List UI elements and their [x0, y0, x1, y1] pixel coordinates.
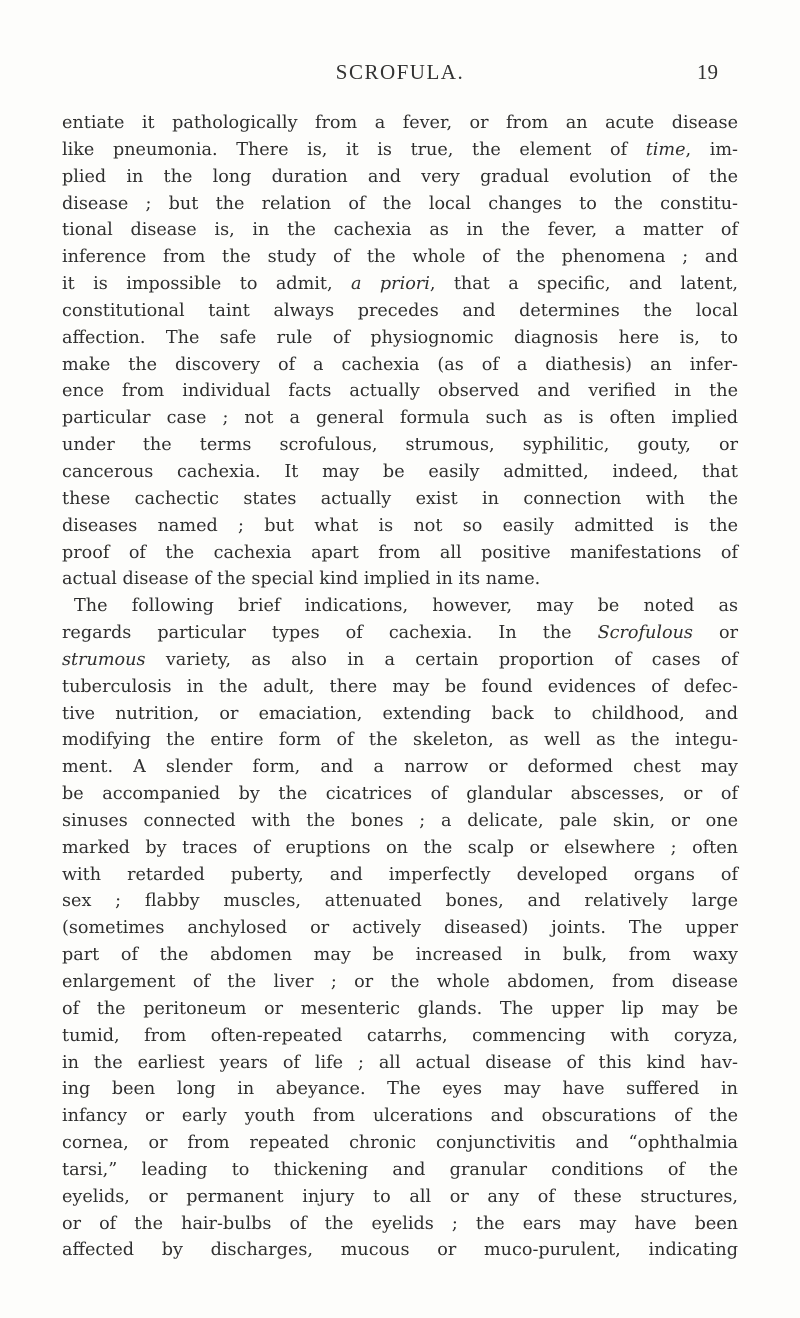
text-run: with retarded puberty, and imperfectly developed organs of: [62, 864, 738, 885]
body-text: [62, 110, 738, 1264]
text-line: [62, 566, 738, 593]
text-run: make the discovery of a cachexia (as of a diathesis) an infer-: [62, 354, 738, 375]
text-line: [62, 1023, 738, 1050]
text-run: cornea, or from repeated chronic conjunctivitis and “ophthalmia: [62, 1133, 738, 1154]
text-run: modifying the entire form of the skeleton, as well as the integu-: [62, 730, 738, 751]
text-line: [62, 1184, 738, 1211]
text-run: or: [692, 623, 738, 644]
text-run: it is impossible to admit,: [62, 274, 351, 295]
text-run: tional disease is, in the cachexia as in the fever, a matter of: [62, 220, 738, 241]
text-line: [62, 1103, 738, 1130]
text-run: proof of the cachexia apart from all positive manifestations of: [62, 542, 738, 563]
text-line: [62, 835, 738, 862]
text-line: [62, 1237, 738, 1264]
text-line: [62, 325, 738, 352]
text-line: [62, 781, 738, 808]
text-line: [62, 298, 738, 325]
text-line: [62, 217, 738, 244]
text-line: [62, 486, 738, 513]
text-line: [62, 888, 738, 915]
running-head-title: SCROFULA.: [335, 60, 465, 84]
text-run: cancerous cachexia. It may be easily admitted, indeed, that: [62, 461, 738, 482]
text-run: sinuses connected with the bones ; a delicate, pale skin, or one: [62, 810, 738, 831]
running-header: [0, 60, 800, 94]
text-line: [62, 1130, 738, 1157]
italic-term: Scrofulous: [597, 623, 693, 644]
text-run: be accompanied by the cicatrices of glandular abscesses, or of: [62, 784, 738, 805]
text-line: [62, 754, 738, 781]
text-line: [62, 137, 738, 164]
text-line: [62, 540, 738, 567]
text-line: [62, 862, 738, 889]
text-line: [62, 808, 738, 835]
text-line: [62, 432, 738, 459]
text-run: sex ; flabby muscles, attenuated bones, and relatively large: [62, 891, 738, 912]
text-line: [62, 378, 738, 405]
text-run: or of the hair-bulbs of the eyelids ; the ears may have been: [62, 1213, 738, 1234]
text-line: [62, 996, 738, 1023]
text-line: [62, 405, 738, 432]
page-number: 19: [697, 60, 718, 84]
text-run: diseases named ; but what is not so easily admitted is the: [62, 515, 738, 536]
text-run: tuberculosis in the adult, there may be found evidences of defec-: [62, 676, 738, 697]
text-run: these cachectic states actually exist in connection with the: [62, 488, 738, 509]
text-run: under the terms scrofulous, strumous, syphilitic, gouty, or: [62, 435, 738, 456]
text-run: ing been long in abeyance. The eyes may have suffered in: [62, 1079, 738, 1100]
text-line: [62, 674, 738, 701]
text-run: infancy or early youth from ulcerations and obscurations of the: [62, 1106, 738, 1127]
italic-term: strumous: [62, 649, 146, 670]
text-run: eyelids, or permanent injury to all or any of these structures,: [62, 1186, 738, 1207]
text-run: enlargement of the liver ; or the whole abdomen, from disease: [62, 972, 738, 992]
text-run: tarsi,” leading to thickening and granular conditions of the: [62, 1159, 738, 1180]
text-line: [62, 164, 738, 191]
text-line: [62, 915, 738, 942]
text-run: regards particular types of cachexia. In the: [62, 623, 598, 644]
text-run: particular case ; not a general formula such as is often implied: [62, 408, 738, 429]
text-line: [62, 647, 738, 674]
text-line: [62, 513, 738, 540]
text-run: inference from the study of the whole of the phenomena ; and: [62, 247, 738, 268]
text-run: of the peritoneum or mesenteric glands. The upper lip may be: [62, 998, 738, 1019]
text-run: affected by discharges, mucous or muco-purulent, indicating: [62, 1240, 738, 1261]
text-run: constitutional taint always precedes and determines the local: [62, 300, 738, 321]
italic-term: time: [645, 139, 686, 160]
text-line: [62, 244, 738, 271]
text-run: , that a specific, and latent,: [429, 274, 738, 295]
italic-term: a priori: [350, 274, 430, 295]
text-line: [62, 620, 738, 647]
text-run: The following brief indications, however, may be noted as: [74, 596, 738, 617]
text-run: marked by traces of eruptions on the scalp or elsewhere ; often: [62, 837, 738, 858]
text-line: [62, 352, 738, 379]
text-run: tive nutrition, or emaciation, extending back to childhood, and: [62, 703, 738, 724]
text-line: [62, 1157, 738, 1184]
text-line: [62, 593, 738, 620]
text-run: ence from individual facts actually observed and verified in the: [62, 381, 738, 402]
text-run: affection. The safe rule of physiognomic diagnosis here is, to: [62, 327, 738, 348]
text-line: [62, 271, 738, 298]
text-run: entiate it pathologically from a fever, or from an acute disease: [62, 113, 738, 133]
text-line: [62, 969, 738, 996]
text-run: in the earliest years of life ; all actual disease of this kind hav-: [62, 1052, 738, 1073]
text-run: ment. A slender form, and a narrow or deformed chest may: [62, 757, 738, 778]
text-run: (sometimes anchylosed or actively diseased) joints. The upper: [62, 918, 738, 939]
text-line: [62, 727, 738, 754]
text-line: [62, 191, 738, 218]
text-run: actual disease of the special kind implied in its name.: [62, 569, 541, 590]
text-run: tumid, from often-repeated catarrhs, commencing with coryza,: [62, 1025, 738, 1046]
text-run: , im-: [685, 139, 738, 160]
text-line: [62, 110, 738, 137]
text-line: [62, 459, 738, 486]
text-run: plied in the long duration and very gradual evolution of the: [62, 166, 738, 187]
text-run: like pneumonia. There is, it is true, the element of: [62, 139, 646, 160]
text-line: [62, 1211, 738, 1238]
text-line: [62, 1076, 738, 1103]
text-run: disease ; but the relation of the local changes to the constitu-: [62, 193, 738, 214]
text-line: [62, 1050, 738, 1077]
text-line: [62, 701, 738, 728]
text-run: part of the abdomen may be increased in bulk, from waxy: [62, 945, 738, 966]
text-run: variety, as also in a certain proportion of cases of: [145, 649, 738, 670]
text-line: [62, 942, 738, 969]
